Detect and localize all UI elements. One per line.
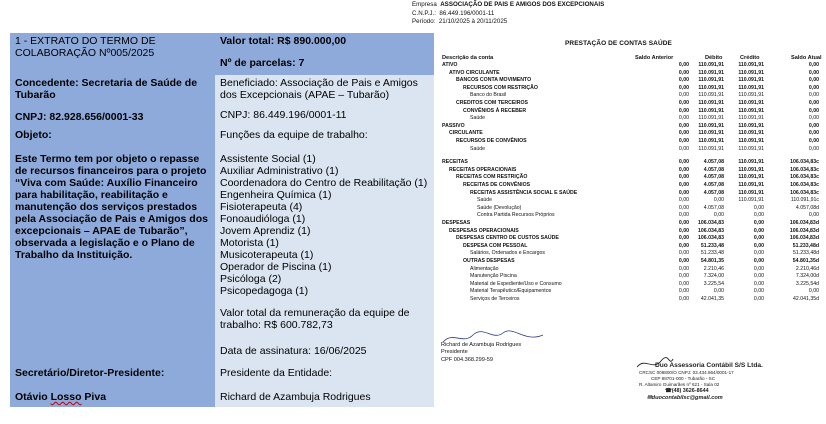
account-description: Saúde (Devolução)	[477, 204, 522, 211]
saldo-atual-value: 106.034,83d	[789, 227, 819, 234]
credito-value: 0,00	[753, 296, 764, 302]
debito-value: 4.057,08	[703, 166, 724, 173]
account-row	[439, 146, 826, 153]
stamp-line1: CRCSC 008800/O CNPJ: 03.434.864/0001-17	[639, 370, 734, 375]
funcao-item: Motorista (1)	[220, 237, 279, 249]
saldo-anterior-value: 0,00	[678, 130, 689, 137]
account-row	[439, 243, 826, 250]
credito-value: 110.091,91	[738, 84, 764, 91]
stamp-email: ✉duocontabilsc@gmail.com	[647, 395, 723, 401]
debito-value: 4.057,08	[703, 159, 724, 166]
account-description: Alimentação	[470, 265, 499, 272]
account-description: OUTRAS DESPESAS	[463, 258, 515, 264]
valor-total: Valor total: R$ 890.000,00	[220, 35, 347, 47]
credito-value: 110.091,91	[738, 100, 764, 106]
credito-value: 0,00	[753, 273, 764, 280]
account-description: RECURSOS DE CONVÊNIOS	[456, 138, 527, 144]
saldo-atual-value: 0,00	[808, 130, 819, 137]
account-row	[439, 100, 826, 107]
saldo-anterior-value: 0,00	[678, 84, 689, 91]
saldo-atual-value: 106.034,83d	[789, 235, 819, 242]
account-description: Saúde	[470, 115, 486, 122]
account-row	[439, 296, 826, 303]
credito-value: 0,00	[753, 204, 764, 211]
credito-value: 110.091,91	[738, 92, 764, 99]
saldo-anterior-value: 0,00	[678, 69, 689, 76]
doc-empresa	[412, 1, 604, 8]
saldo-anterior-value: 0,00	[678, 189, 689, 196]
credito-value: 110.091,91	[738, 145, 764, 152]
debito-value: 110.091,91	[698, 122, 724, 129]
objeto-cell	[10, 127, 215, 341]
signature-cpf: CPF 004.368.299-59	[441, 357, 493, 363]
funcao-item: Fonoaudióloga (1)	[220, 213, 306, 225]
debito-value: 0,00	[713, 288, 724, 295]
cnpj-label: C.N.P.J.:	[412, 10, 436, 17]
credito-value: 0,00	[753, 212, 764, 219]
signature-role: Presidente	[441, 349, 468, 355]
account-row	[439, 159, 826, 166]
debito-value: 2.210,46	[703, 265, 724, 272]
credito-value: 0,00	[753, 265, 764, 272]
saldo-atual-value: 0,00	[808, 100, 819, 106]
credito-value: 110.091,91	[738, 166, 764, 173]
saldo-anterior-value: 0,00	[678, 92, 689, 99]
account-description: RECEITAS COM RESTRIÇÃO	[456, 174, 528, 181]
account-row	[439, 85, 826, 92]
debito-value: 110.091,91	[698, 69, 724, 76]
saldo-atual-value: 0,00	[808, 288, 819, 295]
funcoes-label: Funções da equipe de trabalho:	[220, 129, 368, 141]
account-row	[439, 92, 826, 99]
saldo-atual-value: 0,00	[808, 115, 819, 122]
funcao-item: Psicóloga (2)	[220, 273, 282, 285]
saldo-atual-value: 51.233,48d	[792, 242, 819, 249]
credito-value: 0,00	[753, 242, 764, 249]
credito-value: 110.091,91	[738, 107, 764, 114]
extrato-title: 1 - EXTRATO DO TERMO DE COLABORAÇÃO Nº005/2025	[10, 33, 215, 75]
objeto-text: Este Termo tem por objeto o repasse de recursos financeiros para o projeto “Viva com Saúde: Auxílio Financeiro para habilitação, reabilitação e manutenção dos serviços prestados pela Associação de Pais e Amigos dos excepcionais – APAE de Tubarão”, observada a legislação e o Plano de Trabalho da Instituição.	[15, 153, 208, 261]
credito-value: 0,00	[753, 235, 764, 242]
debito-value: 51.233,48	[700, 242, 724, 249]
debito-value: 42.041,35	[700, 296, 724, 302]
secretario-middle: Losso	[50, 391, 82, 403]
saldo-anterior-value: 0,00	[678, 138, 689, 144]
account-description: DESPESA COM PESSOAL	[463, 242, 528, 249]
account-description: Contra Partida Recursos Próprios	[477, 212, 555, 219]
debito-value: 106.034,83	[698, 220, 724, 226]
debito-value: 110.091,91	[698, 92, 724, 99]
saldo-atual-value: 106.034,83c	[790, 182, 819, 188]
debito-value: 106.034,83	[698, 227, 724, 234]
account-row	[439, 167, 826, 174]
saldo-atual-value: 4.057,08d	[795, 204, 819, 211]
assinatura-blank	[10, 341, 215, 365]
saldo-atual-value: 0,00	[808, 138, 819, 144]
col-descricao: Descrição da conta	[442, 55, 494, 61]
debito-value: 54.801,35	[700, 258, 724, 264]
col-credito: Crédito	[740, 55, 760, 61]
credito-value: 0,00	[753, 280, 764, 287]
beneficiado: Beneficiado: Associação de Pais e Amigos dos Excepcionais (APAE – Tubarão)	[220, 77, 418, 101]
stamp-phone: ☎(48) 3626-8644	[665, 388, 709, 394]
saldo-atual-value: 42.041,35d	[793, 296, 819, 302]
saldo-anterior-value: 0,00	[678, 265, 689, 272]
account-description: DESPESAS OPERACIONAIS	[449, 227, 519, 234]
account-row	[439, 258, 826, 265]
debito-value: 110.091,91	[698, 138, 724, 144]
account-row	[439, 182, 826, 189]
saldo-anterior-value: 0,00	[678, 227, 689, 234]
credito-value: 110.091,91	[738, 77, 764, 84]
saldo-anterior-value: 0,00	[678, 77, 689, 84]
account-description: Saúde	[477, 197, 493, 204]
credito-value: 110.091,91	[738, 174, 764, 181]
funcoes-cell	[215, 127, 434, 341]
saldo-atual-value: 0,00	[808, 212, 819, 219]
debito-value: 0,00	[713, 212, 724, 219]
funcoes-list	[220, 153, 429, 297]
funcao-item: Jovem Aprendiz (1)	[220, 225, 311, 237]
account-description: PASSIVO	[442, 122, 465, 129]
valor-cell	[215, 33, 434, 75]
saldo-atual-value: 0,00	[808, 107, 819, 114]
account-row	[439, 197, 826, 204]
account-row	[439, 250, 826, 257]
objeto-label: Objeto:	[15, 129, 52, 141]
account-row	[439, 190, 826, 197]
funcao-item: Operador de Piscina (1)	[220, 261, 332, 273]
saldo-anterior-value: 0,00	[678, 296, 689, 302]
account-description: CREDITOS COM TERCEIROS	[456, 100, 528, 106]
account-row	[439, 123, 826, 130]
credito-value: 0,00	[753, 227, 764, 234]
account-description: BANCOS CONTA MOVIMENTO	[456, 77, 532, 84]
saldo-anterior-value: 0,00	[678, 159, 689, 166]
col-saldo-atual: Saldo Atual	[791, 55, 822, 61]
saldo-atual-value: 106.034,83c	[790, 189, 819, 196]
data-assinatura: Data de assinatura: 16/06/2025	[215, 341, 434, 365]
saldo-atual-value: 106.034,83c	[790, 159, 819, 166]
credito-value: 0,00	[753, 258, 764, 264]
account-description: RECEITAS	[442, 159, 468, 166]
account-description: Banco do Brasil	[470, 92, 507, 99]
account-description: ATIVO CIRCULANTE	[449, 69, 500, 76]
account-description: Material de Expediente/Uso e Consumo	[470, 280, 562, 287]
credito-value: 110.091,91	[738, 138, 764, 144]
credito-value: 110.091,91	[738, 122, 764, 129]
debito-value: 110.091,91	[698, 100, 724, 106]
account-row	[439, 281, 826, 288]
saldo-anterior-value: 0,00	[678, 235, 689, 242]
doc-periodo	[412, 18, 507, 25]
num-parcelas: Nº de parcelas: 7	[220, 57, 305, 69]
saldo-anterior-value: 0,00	[678, 273, 689, 280]
funcao-item: Assistente Social (1)	[220, 153, 316, 165]
debito-value: 4.057,08	[703, 204, 724, 211]
secretario-label: Secretário/Diretor-Presidente:	[15, 367, 165, 379]
stamp-line3: R. Altamiro Guimarães nº 621 - Sala 02	[639, 382, 720, 387]
funcao-item: Engenheira Química (1)	[220, 189, 332, 201]
saldo-anterior-value: 0,00	[678, 220, 689, 226]
debito-value: 110.091,91	[698, 84, 724, 91]
account-description: CIRCULANTE	[449, 130, 483, 137]
debito-value: 0,00	[713, 197, 724, 204]
account-row	[439, 174, 826, 181]
col-debito: Débito	[705, 55, 723, 61]
col-saldo-anterior: Saldo Anterior	[635, 55, 674, 61]
saldo-anterior-value: 0,00	[678, 204, 689, 211]
debito-value: 4.057,08	[703, 189, 724, 196]
credito-value: 110.091,91	[738, 130, 764, 137]
account-description: RECEITAS DE CONVÊNIOS	[463, 182, 531, 188]
debito-value: 110.091,91	[698, 130, 724, 137]
saldo-anterior-value: 0,00	[678, 280, 689, 287]
account-row	[439, 205, 826, 212]
saldo-atual-value: 3.225,54d	[795, 280, 819, 287]
credito-value: 0,00	[753, 220, 764, 226]
credito-value: 110.091,91	[738, 189, 764, 196]
account-row	[439, 288, 826, 295]
empresa-name: ASSOCIAÇÃO DE PAIS E AMIGOS DOS EXCEPCIONAIS	[440, 1, 605, 8]
funcao-item: Fisioterapeuta (4)	[220, 201, 303, 213]
credito-value: 110.091,91	[738, 62, 764, 68]
saldo-atual-value: 54.801,35d	[792, 258, 819, 264]
saldo-anterior-value: 0,00	[678, 288, 689, 295]
beneficiado-cell	[215, 75, 434, 127]
account-row	[439, 130, 826, 137]
saldo-anterior-value: 0,00	[678, 107, 689, 114]
account-row	[439, 77, 826, 84]
secretario-first: Otávio	[15, 391, 51, 403]
secretario-name	[15, 391, 210, 403]
saldo-anterior-value: 0,00	[678, 115, 689, 122]
saldo-atual-value: 0,00	[808, 62, 819, 68]
account-row	[439, 266, 826, 273]
debito-value: 110.091,91	[698, 115, 724, 122]
saldo-anterior-value: 0,00	[678, 100, 689, 106]
saldo-atual-value: 0,00	[808, 92, 819, 99]
presidente-cell	[215, 365, 434, 407]
saldo-atual-value: 2.210,46d	[795, 265, 819, 272]
account-row	[439, 62, 826, 69]
account-row	[439, 235, 826, 242]
account-description: RECEITAS OPERACIONAIS	[449, 166, 517, 173]
secretario-cell	[10, 365, 215, 407]
saldo-atual-value: 51.233,48d	[793, 250, 819, 257]
account-description: CONVÊNIOS À RECEBER	[463, 107, 527, 114]
saldo-anterior-value: 0,00	[678, 166, 689, 173]
saldo-atual-value: 0,00	[808, 145, 819, 152]
saldo-anterior-value: 0,00	[678, 174, 689, 181]
account-row	[439, 115, 826, 122]
funcao-item: Coordenadora do Centro de Reabilitação (1)	[220, 177, 428, 189]
secretario-last: Piva	[81, 391, 107, 403]
concedente: Concedente: Secretaria de Saúde de Tubarão	[15, 77, 198, 101]
account-row	[439, 70, 826, 77]
periodo-label: Período:	[412, 18, 436, 25]
saldo-anterior-value: 0,00	[678, 145, 689, 152]
debito-value: 110.091,91	[698, 62, 724, 68]
concedente-cnpj: CNPJ: 82.928.656/0001-33	[15, 111, 144, 123]
debito-value: 110.091,91	[698, 107, 724, 114]
account-description: Serviços de Terceiros	[470, 296, 520, 302]
account-description: DESPESAS CENTRO DE CUSTOS SAÚDE	[456, 235, 559, 242]
account-row	[439, 220, 826, 227]
stamp-name: Duo Assessoria Contábil S/S Ltda.	[655, 362, 763, 369]
presidente-label: Presidente da Entidade:	[220, 367, 333, 379]
account-description: ATIVO	[442, 62, 458, 68]
credito-value: 110.091,91	[738, 182, 764, 188]
funcao-item: Psicopedagoga (1)	[220, 285, 309, 297]
saldo-atual-value: 0,00	[808, 84, 819, 91]
saldo-anterior-value: 0,00	[678, 242, 689, 249]
account-row	[439, 138, 826, 145]
cnpj-value: 86.449.196/0001-11	[439, 10, 495, 17]
credito-value: 110.091,91	[738, 197, 764, 204]
saldo-anterior-value: 0,00	[678, 62, 689, 68]
account-description: DESPESAS	[442, 220, 471, 226]
saldo-anterior-value: 0,00	[678, 182, 689, 188]
presidente-name: Richard de Azambuja Rodrigues	[220, 391, 371, 403]
account-row	[439, 273, 826, 280]
saldo-anterior-value: 0,00	[678, 122, 689, 129]
account-row	[439, 212, 826, 219]
account-row	[439, 108, 826, 115]
concedente-cell	[10, 75, 215, 127]
empresa-label: Empresa	[412, 1, 437, 8]
debito-value: 51.233,48	[700, 250, 724, 257]
signature-name: Richard de Azambuja Rodrigues	[441, 342, 522, 348]
debito-value: 4.057,08	[703, 182, 724, 188]
account-description: Salários, Ordenados e Encargos	[470, 250, 545, 257]
credito-value: 0,00	[753, 250, 764, 257]
doc-title: PRESTAÇÃO DE CONTAS SAÚDE	[565, 40, 672, 47]
accountant-stamp	[635, 357, 795, 405]
debito-value: 106.034,83	[698, 235, 724, 242]
debito-value: 110.091,91	[698, 77, 724, 84]
account-description: Material Terapêutico/Equipamentos	[470, 288, 552, 295]
saldo-atual-value: 106.034,83d	[789, 220, 819, 226]
funcao-item: Musicoterapeuta (1)	[220, 249, 314, 261]
saldo-anterior-value: 0,00	[678, 212, 689, 219]
beneficiado-cnpj: CNPJ: 86.449.196/0001-11	[220, 109, 347, 121]
credito-value: 110.091,91	[738, 69, 764, 76]
debito-value: 4.057,08	[703, 174, 724, 181]
account-description: RECEITAS ASSISTÊNCIA SOCIAL E SAÚDE	[470, 189, 578, 196]
prestacao-contas-doc	[412, 0, 826, 424]
debito-value: 7.324,00	[703, 273, 724, 280]
saldo-anterior-value: 0,00	[678, 250, 689, 257]
credito-value: 0,00	[753, 288, 764, 295]
debito-value: 110.091,91	[698, 145, 724, 152]
funcao-item: Auxiliar Administrativo (1)	[220, 165, 339, 177]
account-description: Manutenção Piscina	[470, 273, 517, 280]
saldo-atual-value: 7.324,00d	[795, 273, 819, 280]
saldo-atual-value: 0,00	[808, 122, 819, 129]
credito-value: 110.091,91	[738, 159, 764, 166]
saldo-atual-value: 110.091,91c	[790, 197, 819, 204]
signature-scribble	[439, 329, 549, 347]
account-description: Saúde	[470, 145, 486, 152]
saldo-atual-value: 0,00	[808, 77, 819, 84]
periodo-value: 21/10/2025 à 20/11/2025	[438, 18, 508, 25]
account-row	[439, 228, 826, 235]
saldo-anterior-value: 0,00	[678, 258, 689, 264]
stamp-line2: CEP 88701-000 - Tubarão - SC	[651, 376, 716, 381]
saldo-atual-value: 0,00	[808, 69, 819, 76]
account-description: RECURSOS COM RESTRIÇÃO	[463, 84, 538, 91]
credito-value: 110.091,91	[738, 115, 764, 122]
saldo-anterior-value: 0,00	[678, 197, 689, 204]
doc-cnpj	[412, 10, 494, 17]
saldo-atual-value: 106.034,83c	[790, 174, 819, 181]
remuneracao: Valor total da remuneração da equipe de trabalho: R$ 600.782,73	[220, 307, 410, 331]
saldo-atual-value: 106.034,83c	[790, 166, 819, 173]
debito-value: 3.225,54	[703, 280, 724, 287]
